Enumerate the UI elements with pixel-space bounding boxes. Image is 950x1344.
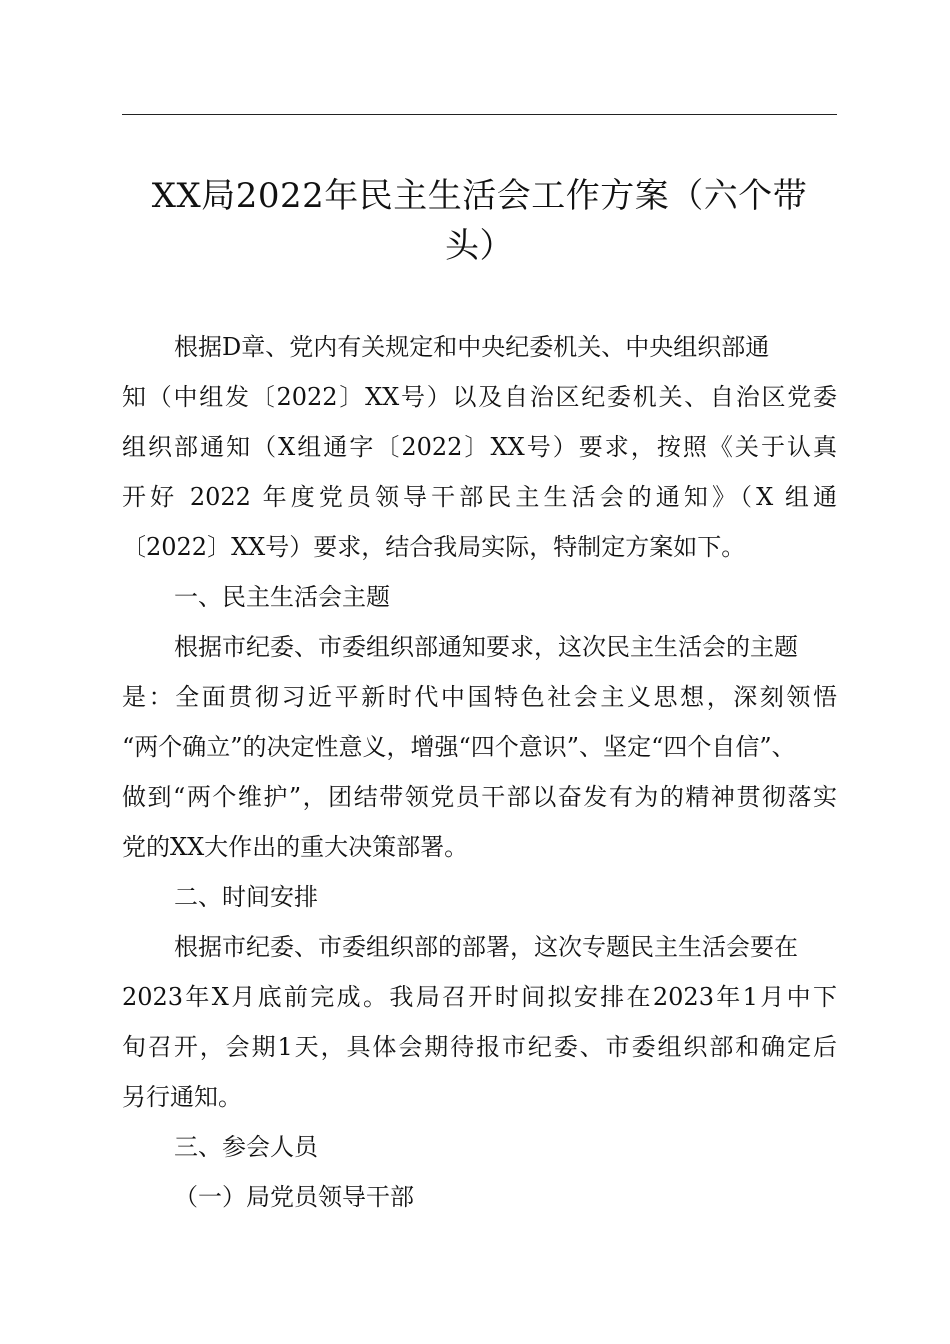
paragraph-line: 根据市纪委、市委组织部通知要求，这次民主生活会的主题 [174,633,798,661]
paragraph-schedule [122,922,844,1122]
paragraph-line: 根据D章、党内有关规定和中央纪委机关、中央组织部通 [174,333,770,361]
section-heading-schedule: 二、时间安排 [174,883,318,911]
paragraph-line: 党的XX大作出的重大决策部署。 [122,833,469,861]
paragraph-theme [122,622,844,872]
section-heading-theme: 一、民主生活会主题 [174,583,390,611]
document-title [122,168,837,268]
header-rule [122,114,837,115]
section-heading-attendees: 三、参会人员 [174,1133,318,1161]
paragraph-line: 做到“两个维护”，团结带领党员干部以奋发有为的精神贯彻落实 [122,783,837,811]
title-line: XX局2022年民主生活会工作方案（六个带 [151,176,808,216]
paragraph-line: 2023年X月底前完成。我局召开时间拟安排在2023年1月中下 [122,983,837,1011]
paragraph-line: 开好 2022 年度党员领导干部民主生活会的通知》（X 组通 [122,483,837,511]
document-body [122,322,844,1222]
paragraph-line: 知（中组发〔2022〕XX号）以及自治区纪委机关、自治区党委 [122,383,837,411]
paragraph-line: 另行通知。 [122,1083,242,1111]
title-line: 头） [445,226,514,266]
paragraph-line: 旬召开，会期1天，具体会期待报市纪委、市委组织部和确定后 [122,1033,837,1061]
paragraph-line: 组织部通知（X组通字〔2022〕XX号）要求，按照《关于认真 [122,433,837,461]
paragraph-intro [122,322,844,572]
paragraph-line: “两个确立”的决定性意义，增强“四个意识”、坚定“四个自信”、 [122,733,796,761]
subsection-heading-leaders: （一）局党员领导干部 [174,1183,414,1211]
paragraph-line: 是：全面贯彻习近平新时代中国特色社会主义思想，深刻领悟 [122,683,837,711]
paragraph-line: 〔2022〕XX号）要求，结合我局实际，特制定方案如下。 [122,533,746,561]
paragraph-line: 根据市纪委、市委组织部的部署，这次专题民主生活会要在 [174,933,798,961]
